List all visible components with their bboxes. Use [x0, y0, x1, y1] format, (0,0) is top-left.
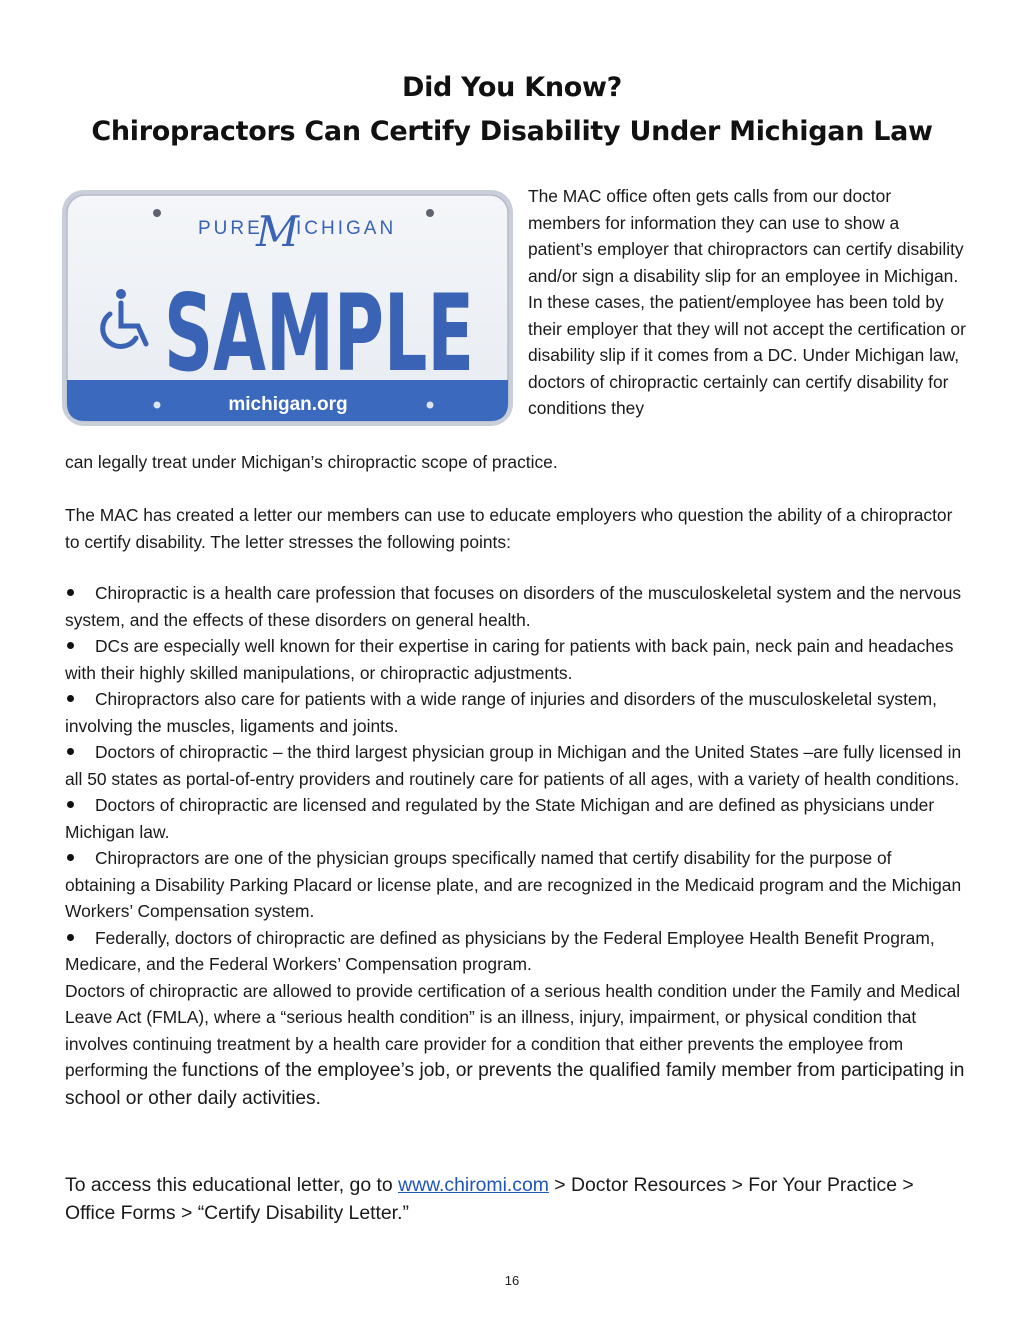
bullet-icon	[65, 792, 95, 819]
bullet-icon	[65, 686, 95, 713]
plate-brand-left: PURE	[198, 218, 263, 239]
bullet-icon	[65, 739, 95, 766]
list-item: Federally, doctors of chiropractic are defined as physicians by the Federal Employee Health Benefit Program, Medicare, and the Federal Workers’ Compensation program.	[65, 925, 965, 978]
page-number: 16	[504, 1273, 520, 1288]
page-title: Did You Know?	[401, 72, 623, 103]
plate-url: michigan.org	[228, 394, 348, 415]
fmla-paragraph: Doctors of chiropractic are allowed to provide certification of a serious health condition under the Family and Medical Leave Act (FMLA), where a “serious health condition” is an illness, injury, impairment, or physical condition that involves continuing treatment by a health care provider for a condition that either prevents the employee from performing the functions of the employee’s job, or prevents the qualified family member from participating in school or other daily activities.	[65, 980, 965, 1109]
chiromi-link[interactable]: www.chiromi.com	[398, 1174, 549, 1196]
svg-text:M: M	[256, 207, 300, 256]
intro-paragraph: The MAC office often gets calls from our doctor members for information they can use to show a patient’s employer that chiropractors can certify disability and/or sign a disability slip for an employee in Michigan. In these cases, the patient/employee has been told by their employer that they will not accept the certification or disability slip if it comes from a DC. Under Michigan law, doctors of chiropractic certainly can certify disability for conditions they	[528, 186, 966, 418]
list-item: DCs are especially well known for their expertise in caring for patients with back pain, neck pain and headaches with their highly skilled manipulations, or chiropractic adjustments.	[65, 633, 965, 686]
bullet-icon	[65, 845, 95, 872]
bullet-icon	[65, 580, 95, 607]
license-plate-image	[60, 188, 515, 428]
bullet-icon	[65, 925, 95, 952]
list-item: Chiropractors are one of the physician groups specifically named that certify disability for the purpose of obtaining a Disability Parking Placard or license plate, and are recognized in the Medicaid program and the Michigan Workers’ Compensation system.	[65, 845, 965, 925]
intro-paragraph-tail: can legally treat under Michigan’s chiropractic scope of practice.	[65, 452, 558, 472]
letter-paragraph: The MAC has created a letter our members can use to educate employers who question the ability of a chiropractor to certify disability. The letter stresses the following points:	[65, 505, 953, 552]
list-item: Chiropractors also care for patients with a wide range of injuries and disorders of the musculoskeletal system, involving the muscles, ligaments and joints.	[65, 686, 965, 739]
list-item: Doctors of chiropractic – the third largest physician group in Michigan and the United States –are fully licensed in all 50 states as portal-of-entry providers and routinely care for patients of all ages, with a variety of health conditions.	[65, 739, 965, 792]
bullet-icon	[65, 633, 95, 660]
points-list	[65, 580, 965, 1112]
list-item: Chiropractic is a health care profession that focuses on disorders of the musculoskeletal system and the nervous system, and the effects of these disorders on general health.	[65, 580, 965, 633]
plate-sample-text: SAMPLE	[164, 272, 474, 395]
access-instructions: To access this educational letter, go to www.chiromi.com > Doctor Resources > For Your Practice > Office Forms > “Certify Disability Letter.”	[65, 1174, 914, 1224]
list-item: Doctors of chiropractic are licensed and regulated by the State Michigan and are defined as physicians under Michigan law.	[65, 792, 965, 845]
plate-brand-right: ICHIGAN	[296, 218, 397, 239]
page-subtitle: Chiropractors Can Certify Disability Under Michigan Law	[91, 116, 933, 147]
